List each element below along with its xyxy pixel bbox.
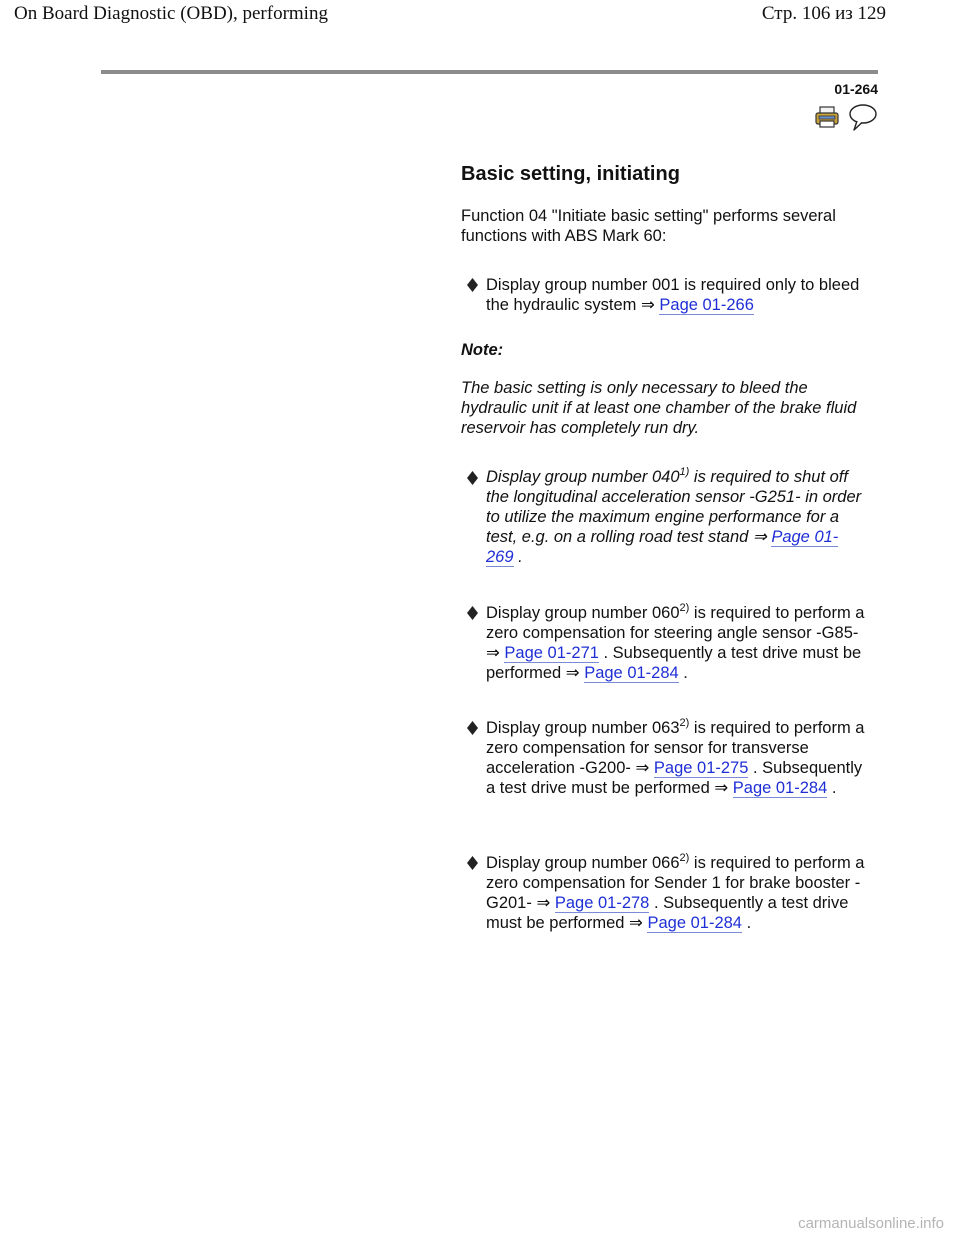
diamond-bullet-icon [467, 471, 478, 485]
page-link[interactable]: Page 01-266 [659, 296, 754, 314]
bullet-text: . [741, 914, 752, 932]
note-label: Note: [461, 341, 504, 359]
bullet-text: Display group number 060 [486, 604, 680, 622]
list-item [465, 275, 865, 315]
footnote-marker: 1) [679, 465, 690, 478]
bullet-text: . Subsequently a test drive must be performed ⇒ [486, 894, 849, 932]
diamond-bullet-icon [467, 856, 478, 870]
page-code: 01-264 [834, 81, 878, 97]
diamond-bullet-icon [467, 278, 478, 292]
speech-bubble-icon[interactable] [848, 103, 878, 131]
bullet-text: Display group number 063 [486, 719, 680, 737]
diamond-bullet-icon [467, 721, 478, 735]
section-heading: Basic setting, initiating [461, 163, 680, 185]
printer-icon[interactable] [815, 106, 839, 128]
bullet-text: . [678, 664, 688, 682]
diamond-bullet-icon [467, 606, 478, 620]
bullet-text: . [827, 779, 837, 797]
note-text: The basic setting is only necessary to bleed the hydraulic unit if at least one chamber of the brake fluid reservoir has completely run dry. [461, 379, 857, 437]
bullet-text: is required to shut off the longitudinal acceleration sensor -G251- in order to utilize the maximum engine performance for a test, e.g. on a rolling road test stand ⇒ [486, 468, 862, 546]
bullet-text: Display group number 040 [486, 468, 680, 486]
watermark-text: carmanualsonline.info [798, 1215, 944, 1232]
page-link[interactable]: Page 01-269 [486, 528, 839, 566]
header-divider [101, 70, 878, 74]
list-item [465, 603, 865, 683]
bullet-text: . [513, 548, 523, 566]
list-item [465, 853, 865, 933]
bullet-text: is required to perform a zero compensation for sensor for transverse acceleration -G200- ⇒ [486, 719, 865, 777]
bullet-text: Display group number 066 [486, 854, 680, 872]
page-link[interactable]: Page 01-284 [647, 914, 742, 932]
bullet-text: is required to perform a zero compensation for Sender 1 for brake booster -G201- ⇒ [486, 854, 865, 912]
list-item [465, 718, 865, 798]
footnote-marker: 2) [679, 716, 690, 729]
intro-paragraph: Function 04 "Initiate basic setting" performs several functions with ABS Mark 60: [461, 207, 836, 245]
page-link[interactable]: Page 01-275 [653, 759, 749, 777]
footnote-marker: 2) [679, 601, 690, 614]
document-title: On Board Diagnostic (OBD), performing [14, 3, 328, 24]
page-link[interactable]: Page 01-271 [504, 644, 599, 662]
page-counter: Стр. 106 из 129 [761, 3, 886, 24]
bullet-text: is required to perform a zero compensation for steering angle sensor -G85- ⇒ [486, 604, 865, 662]
bullet-text: . Subsequently a test drive must be performed ⇒ [486, 644, 862, 682]
bullet-text: Display group number 001 is required only to bleed the hydraulic system ⇒ [486, 276, 860, 314]
page-link[interactable]: Page 01-278 [554, 894, 650, 912]
list-item [465, 467, 865, 567]
page-link[interactable]: Page 01-284 [584, 664, 679, 682]
page-link[interactable]: Page 01-284 [732, 779, 828, 797]
footnote-marker: 2) [679, 851, 690, 864]
bullet-text: . Subsequently a test drive must be performed ⇒ [486, 759, 863, 797]
